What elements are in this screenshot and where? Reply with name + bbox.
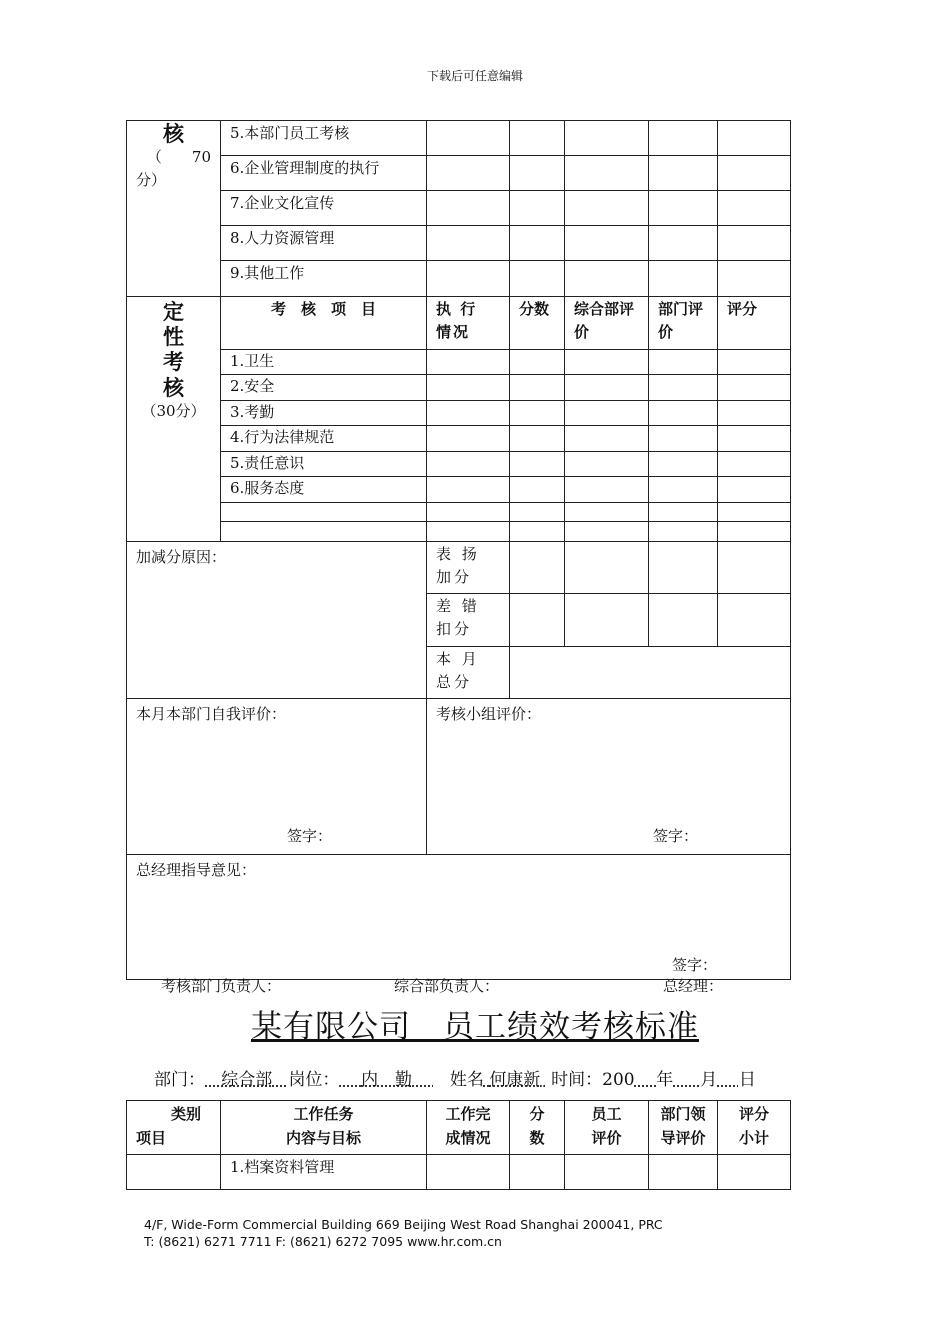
quant-item: 5.本部门员工考核: [221, 121, 427, 156]
signoff-admin-head: 综合部负责人：: [394, 977, 500, 995]
qual-category-char: 考: [163, 349, 184, 375]
quant-cell[interactable]: [427, 191, 510, 226]
header-employee-a: 员工: [591, 1105, 622, 1123]
dept-label: 部门：: [154, 1070, 205, 1090]
post-value-text: 内 勤: [361, 1070, 413, 1090]
qual-cell[interactable]: [718, 426, 791, 452]
dept-value[interactable]: [205, 1070, 288, 1090]
qual-cell[interactable]: [427, 477, 510, 503]
gm-opinion-cell[interactable]: [127, 855, 791, 980]
quant-category-char: 核: [163, 121, 184, 146]
qual-cell[interactable]: [649, 375, 718, 401]
quant-cell[interactable]: [718, 156, 791, 191]
adjust-cell[interactable]: [649, 594, 718, 647]
header-done-a: 工作完: [445, 1105, 491, 1123]
header-task-a: 工作任务: [293, 1105, 354, 1123]
qual-cell[interactable]: [649, 521, 718, 541]
qual-cell[interactable]: [565, 349, 649, 375]
qual-cell[interactable]: [718, 400, 791, 426]
qual-cell[interactable]: [510, 349, 565, 375]
qual-item: 3.考勤: [221, 400, 427, 426]
qual-cell[interactable]: [649, 502, 718, 521]
quant-cell[interactable]: [510, 226, 565, 261]
quant-cell[interactable]: [565, 261, 649, 297]
self-review-cell[interactable]: [127, 699, 427, 855]
header-task-b: 内容与目标: [285, 1129, 361, 1147]
header-subtotal-a: 评分: [738, 1105, 769, 1123]
header-type: 类别: [170, 1105, 201, 1123]
quant-cell[interactable]: [427, 261, 510, 297]
quant-cell[interactable]: [427, 156, 510, 191]
quant-cell[interactable]: [427, 226, 510, 261]
header-employee-b: 评价: [591, 1129, 622, 1147]
adjust-error-label: 差 错 扣分: [427, 594, 510, 647]
quant-score-a: （ 70: [146, 148, 211, 167]
quant-cell[interactable]: [649, 226, 718, 261]
header-employee: [565, 1101, 649, 1155]
adjust-praise-label: 表 扬 加分: [427, 541, 510, 594]
header-subtotal-b: 小计: [738, 1129, 769, 1147]
qual-cell[interactable]: [718, 521, 791, 541]
group-review-label: 考核小组评价：: [436, 705, 542, 723]
adjust-cell[interactable]: [718, 541, 791, 594]
qual-header-dept: 部门评价: [649, 297, 718, 350]
qual-cell[interactable]: [718, 349, 791, 375]
qual-header-admin: 综合部评价: [565, 297, 649, 350]
gm-opinion-sign: 签字：: [672, 956, 718, 974]
group-review-sign: 签字：: [653, 827, 699, 845]
qual-cell[interactable]: [565, 477, 649, 503]
header-score: [510, 1101, 565, 1155]
qual-cell[interactable]: [565, 400, 649, 426]
table2-cell[interactable]: [718, 1155, 791, 1190]
name-label: 姓名: [449, 1070, 484, 1090]
self-review-label: 本月本部门自我评价：: [136, 705, 287, 723]
signoff-dept-head: 考核部门负责人：: [161, 977, 282, 995]
quant-cell[interactable]: [565, 156, 649, 191]
qual-cell[interactable]: [649, 426, 718, 452]
qual-header-exec: 执 行 情况: [427, 297, 510, 350]
qual-cell[interactable]: [510, 502, 565, 521]
quant-cell[interactable]: [565, 191, 649, 226]
header-note: 下载后可任意编辑: [426, 69, 523, 83]
quant-cell[interactable]: [649, 121, 718, 156]
qual-cell[interactable]: [565, 521, 649, 541]
qual-category-char: 定: [163, 299, 184, 324]
quant-cell[interactable]: [649, 191, 718, 226]
qual-cell[interactable]: [718, 451, 791, 477]
quant-cell[interactable]: [565, 121, 649, 156]
table2-cell[interactable]: [565, 1155, 649, 1190]
qual-cell[interactable]: [649, 349, 718, 375]
quant-item: 9.其他工作: [221, 261, 427, 297]
dept-value-text: 综合部: [221, 1070, 273, 1090]
qual-cell[interactable]: [718, 375, 791, 401]
quant-cell[interactable]: [510, 261, 565, 297]
quant-cell[interactable]: [718, 121, 791, 156]
adjust-reason-cell[interactable]: [127, 541, 427, 699]
year-label: 年: [656, 1070, 674, 1090]
quant-category-cell: [127, 121, 221, 297]
table2-cell[interactable]: [427, 1155, 510, 1190]
qual-cell[interactable]: [565, 502, 649, 521]
qual-item: 6.服务态度: [221, 477, 427, 503]
standard-table: [126, 1100, 791, 1190]
year-field[interactable]: [635, 1070, 657, 1090]
qual-blank-cell[interactable]: [221, 502, 427, 521]
header-item: 项目: [136, 1129, 167, 1147]
header-leader: [649, 1101, 718, 1155]
quant-item: 7.企业文化宣传: [221, 191, 427, 226]
header-task: [221, 1101, 427, 1155]
time-label: 时间：200: [551, 1070, 635, 1090]
qual-item: 1.卫生: [221, 349, 427, 375]
quant-score-b: 分）: [136, 171, 167, 190]
qual-item: 5.责任意识: [221, 451, 427, 477]
qual-header-rating: 评分: [718, 297, 791, 350]
qual-cell[interactable]: [510, 451, 565, 477]
qual-category-char: 性: [163, 324, 184, 350]
qual-cell[interactable]: [718, 477, 791, 503]
qual-cell[interactable]: [649, 477, 718, 503]
adjust-total-value[interactable]: [510, 646, 791, 699]
qual-cell[interactable]: [510, 400, 565, 426]
table2-cell[interactable]: [649, 1155, 718, 1190]
page-title: 某有限公司 员工绩效考核标准: [251, 1009, 699, 1045]
quant-cell[interactable]: [649, 261, 718, 297]
adjust-reason-label: 加减分原因：: [136, 547, 227, 566]
quant-cell[interactable]: [427, 121, 510, 156]
qual-cell[interactable]: [510, 426, 565, 452]
quant-item: 8.人力资源管理: [221, 226, 427, 261]
quant-cell[interactable]: [510, 121, 565, 156]
address-line-2: T: (8621) 6271 7711 F: (8621) 6272 7095 www.hr.com.cn: [144, 1233, 502, 1249]
name-value[interactable]: [484, 1070, 546, 1090]
adjust-cell[interactable]: [649, 541, 718, 594]
header-subtotal: [718, 1101, 791, 1155]
quant-cell[interactable]: [718, 191, 791, 226]
employee-info-line: [154, 1065, 756, 1090]
qual-cell[interactable]: [427, 400, 510, 426]
address-footer: [144, 1217, 663, 1251]
header-type-item: [127, 1101, 221, 1155]
self-review-sign: 签字：: [287, 827, 333, 845]
qual-category-char: 核: [163, 374, 184, 400]
header-leader-a: 部门领: [660, 1105, 706, 1123]
qual-cell[interactable]: [427, 426, 510, 452]
qual-cell[interactable]: [427, 521, 510, 541]
qual-header-item: 考 核 项 目: [221, 297, 427, 350]
adjust-cell[interactable]: [510, 541, 565, 594]
name-value-text: 何康新: [489, 1070, 541, 1090]
qual-cell[interactable]: [427, 451, 510, 477]
address-line-1: 4/F, Wide-Form Commercial Building 669 Beijing West Road Shanghai 200041, PRC: [144, 1217, 663, 1232]
header-done: [427, 1101, 510, 1155]
table2-cell[interactable]: [510, 1155, 565, 1190]
qual-category-cell: [127, 297, 221, 542]
qual-header-score: 分数: [510, 297, 565, 350]
qual-cell[interactable]: [565, 426, 649, 452]
header-score-b: 数: [529, 1129, 545, 1147]
adjust-cell[interactable]: [565, 594, 649, 647]
quant-cell[interactable]: [510, 191, 565, 226]
adjust-cell[interactable]: [565, 541, 649, 594]
qual-cell[interactable]: [718, 502, 791, 521]
table2-cell[interactable]: [127, 1155, 221, 1190]
signoff-gm: 总经理：: [663, 977, 724, 995]
header-score-a: 分: [529, 1105, 545, 1123]
gm-opinion-label: 总经理指导意见：: [136, 861, 257, 879]
header-leader-b: 导评价: [660, 1129, 706, 1147]
post-value[interactable]: [339, 1070, 433, 1090]
qual-cell[interactable]: [510, 521, 565, 541]
month-field[interactable]: [673, 1070, 700, 1090]
group-review-cell[interactable]: [427, 699, 791, 855]
quant-cell[interactable]: [718, 261, 791, 297]
quant-cell[interactable]: [718, 226, 791, 261]
qual-cell[interactable]: [427, 375, 510, 401]
month-label: 月: [700, 1070, 718, 1090]
qual-cell[interactable]: [510, 477, 565, 503]
post-label: 岗位：: [288, 1070, 340, 1090]
qual-cell[interactable]: [565, 375, 649, 401]
evaluation-table: [126, 120, 791, 980]
qual-cell[interactable]: [427, 349, 510, 375]
qual-item: 2.安全: [221, 375, 427, 401]
quant-cell[interactable]: [649, 156, 718, 191]
header-done-b: 成情况: [445, 1129, 491, 1147]
qual-cell[interactable]: [510, 375, 565, 401]
qual-item: 4.行为法律规范: [221, 426, 427, 452]
adjust-total-label: 本 月 总分: [427, 646, 510, 699]
quant-item: 6.企业管理制度的执行: [221, 156, 427, 191]
qual-cell[interactable]: [649, 451, 718, 477]
quant-cell[interactable]: [510, 156, 565, 191]
day-field[interactable]: [717, 1070, 739, 1090]
day-label: 日: [738, 1070, 756, 1090]
table2-row-task: 1.档案资料管理: [221, 1155, 427, 1190]
adjust-cell[interactable]: [718, 594, 791, 647]
qual-cell[interactable]: [427, 502, 510, 521]
qual-score: （30分）: [141, 401, 206, 420]
qual-blank-cell[interactable]: [221, 521, 427, 541]
qual-cell[interactable]: [565, 451, 649, 477]
adjust-cell[interactable]: [510, 594, 565, 647]
quant-cell[interactable]: [565, 226, 649, 261]
qual-cell[interactable]: [649, 400, 718, 426]
